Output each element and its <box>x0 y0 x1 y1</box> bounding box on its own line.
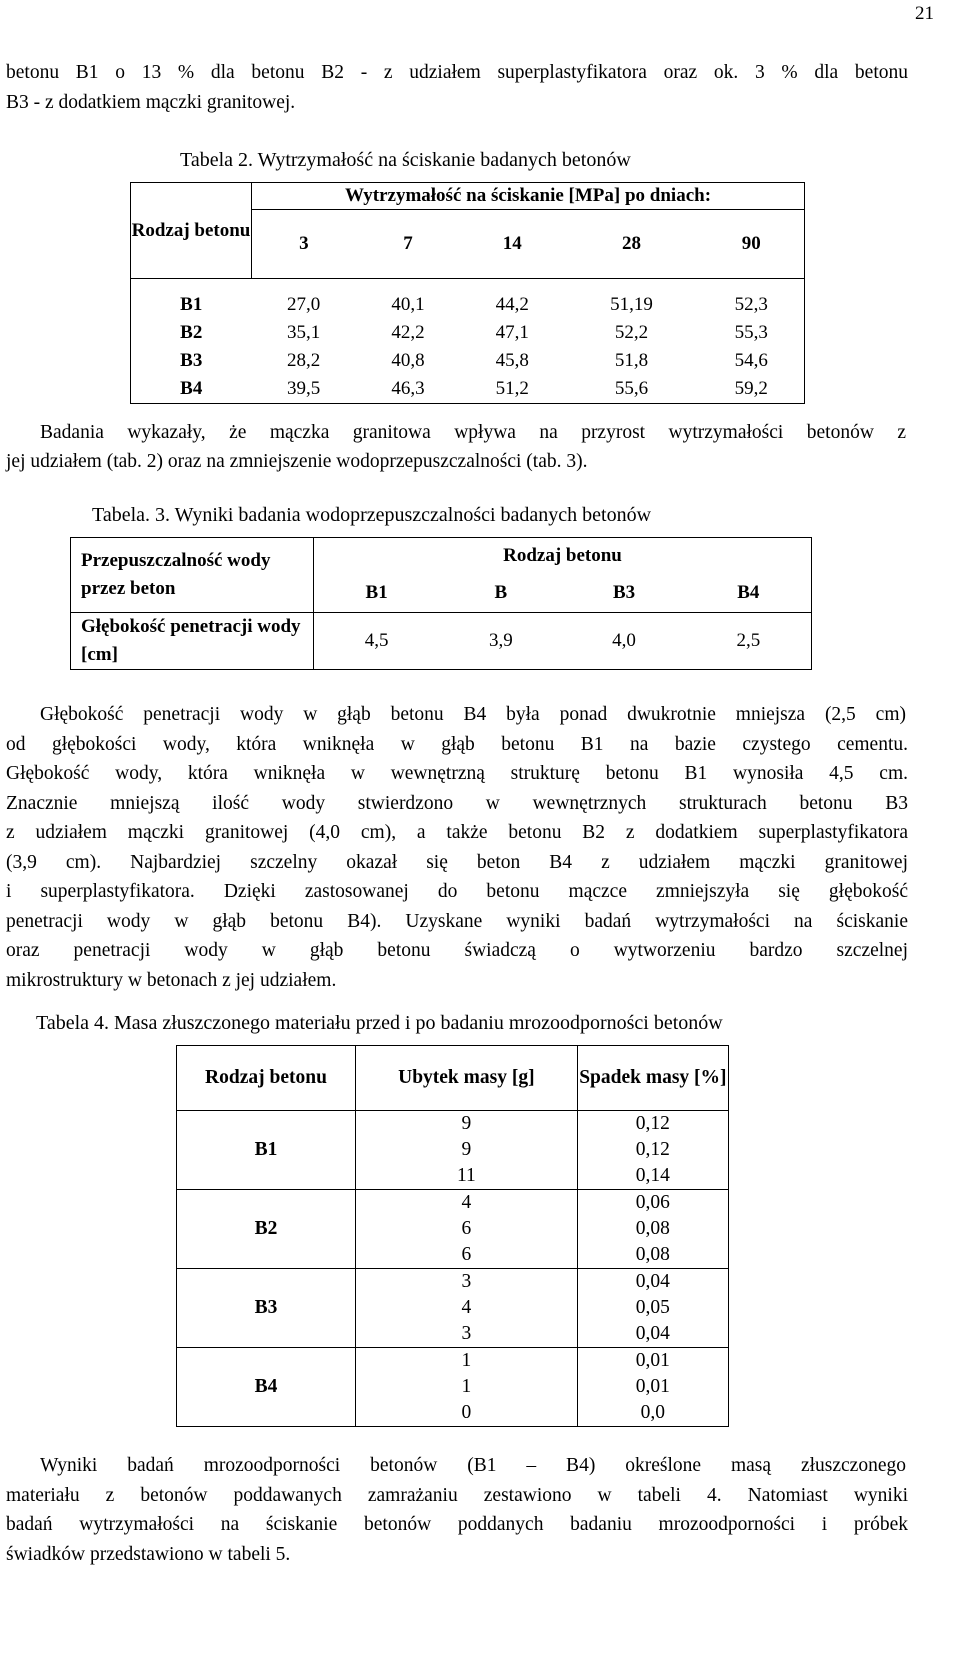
table-cell <box>577 1348 728 1427</box>
table-cell <box>356 1269 578 1348</box>
table-cell: 4,5 <box>314 613 440 670</box>
row-type: B3 <box>177 1269 356 1348</box>
paragraph-line: mikrostruktury w betonach z jej udziałem. <box>6 969 337 991</box>
table3-type-header: B4 <box>686 575 812 613</box>
table-cell: 27,0 <box>287 293 321 315</box>
table4-header: Spadek masy [%] <box>577 1046 728 1111</box>
table2-caption: Tabela 2. Wytrzymałość na ściskanie badanych betonów <box>180 149 631 171</box>
table-row <box>131 319 805 347</box>
loss-g-value: 9 <box>461 1113 472 1134</box>
table-cell <box>577 1269 728 1348</box>
paragraph-line: B3 - z dodatkiem mączki granitowej. <box>6 91 296 113</box>
table4-caption: Tabela 4. Masa złuszczonego materiału przed i po badaniu mrozoodporności betonów <box>36 1012 723 1034</box>
loss-pct-value: 0,06 <box>635 1192 670 1213</box>
table3-caption: Tabela. 3. Wyniki badania wodoprzepuszczalności badanych betonów <box>92 504 652 526</box>
table-row <box>131 375 805 404</box>
table3 <box>70 537 812 670</box>
table-row <box>177 1190 729 1269</box>
loss-g-value: 4 <box>461 1297 472 1318</box>
table4-header: Rodzaj betonu <box>177 1046 356 1111</box>
table-cell: 3,9 <box>439 613 562 670</box>
loss-pct-value: 0,05 <box>635 1297 670 1318</box>
table3-type-header: B1 <box>314 575 440 613</box>
loss-g-value: 3 <box>461 1271 472 1292</box>
table2-day-header: 90 <box>699 210 805 279</box>
paragraph-line: badań wytrzymałości na ściskanie betonów poddanych badaniu mrozoodporności i próbek <box>6 1514 908 1535</box>
loss-pct-value: 0,0 <box>640 1402 666 1423</box>
table-row <box>177 1348 729 1427</box>
paragraph-line: betonu B1 o 13 % dla betonu B2 - z udziałem superplastyfikatora oraz ok. 3 % dla betonu <box>6 62 908 83</box>
paragraph-line: jej udziałem (tab. 2) oraz na zmniejszenie wodoprzepuszczalności (tab. 3). <box>6 451 588 472</box>
loss-pct-value: 0,01 <box>635 1376 670 1397</box>
table-row <box>131 279 805 320</box>
row-type: B3 <box>131 347 252 375</box>
loss-g-value: 0 <box>461 1402 472 1423</box>
table2-day-header: 14 <box>460 210 564 279</box>
table-cell: 55,3 <box>699 319 805 347</box>
table3-corner-label: Przepuszczalność wody przez beton <box>71 538 314 613</box>
table-cell: 45,8 <box>495 349 529 371</box>
table-row <box>71 613 812 670</box>
table-cell: 47,1 <box>495 321 529 343</box>
row-type: B2 <box>177 1190 356 1269</box>
loss-pct-value: 0,14 <box>635 1165 670 1186</box>
table4-header: Ubytek masy [g] <box>356 1046 578 1111</box>
paragraph-line: penetracji wody w głąb betonu B4). Uzyskane wyniki badań wytrzymałości na ściskanie <box>6 910 908 932</box>
paragraph-line: Badania wykazały, że mączka granitowa wpływa na przyrost wytrzymałości betonów z <box>40 422 906 443</box>
table-cell: 35,1 <box>287 321 321 343</box>
row-type: B4 <box>177 1348 356 1427</box>
table2-day-header: 28 <box>564 210 698 279</box>
loss-pct-value: 0,01 <box>635 1350 670 1371</box>
paragraph-3-first <box>40 700 906 730</box>
paragraph-line: oraz penetracji wody w głąb betonu świadczą o wytworzeniu bardzo szczelnej <box>6 940 908 961</box>
table2 <box>130 182 805 404</box>
table-cell: 39,5 <box>252 375 356 404</box>
table-cell: 44,2 <box>495 293 529 315</box>
table-cell: 4,0 <box>562 613 685 670</box>
paragraph-line: Głębokość wody, która wniknęła w wewnętrzną strukturę betonu B1 wynosiła 4,5 cm. <box>6 763 908 784</box>
paragraph-line: z udziałem mączki granitowej (4,0 cm), a także betonu B2 z dodatkiem superplastyfikatora <box>6 822 908 843</box>
table-cell <box>356 1348 578 1427</box>
paragraph-4 <box>6 1481 908 1570</box>
loss-pct-value: 0,04 <box>635 1323 670 1344</box>
loss-pct-value: 0,12 <box>635 1113 670 1134</box>
table-row <box>131 347 805 375</box>
table-cell: 55,6 <box>564 375 698 404</box>
loss-pct-value: 0,08 <box>635 1244 670 1265</box>
loss-g-value: 4 <box>461 1192 472 1213</box>
table-cell: 51,19 <box>610 293 653 315</box>
paragraph-line: Znacznie mniejszą ilość wody stwierdzono w wewnętrznych strukturach betonu B3 <box>6 792 908 814</box>
table3-type-header: B <box>439 575 562 613</box>
table2-type-header: Rodzaj betonu <box>131 183 252 279</box>
table2-group-header: Wytrzymałość na ściskanie [MPa] po dniach: <box>252 183 805 210</box>
table-cell: 28,2 <box>287 349 321 371</box>
paragraph-2 <box>40 418 906 448</box>
paragraph-line: i superplastyfikatora. Dzięki zastosowanej do betonu mączce zmniejszyła się głębokość <box>6 881 908 902</box>
paragraph-line: materiału z betonów poddawanych zamrażaniu zestawiono w tabeli 4. Natomiast wyniki <box>6 1484 908 1506</box>
table-cell: 52,2 <box>614 321 649 343</box>
paragraph-3 <box>6 730 908 996</box>
table2-day-header: 3 <box>252 210 356 279</box>
row-type: B1 <box>131 279 252 320</box>
table-cell: 51,2 <box>460 375 564 404</box>
table-cell: 59,2 <box>699 375 805 404</box>
loss-g-value: 1 <box>461 1350 472 1371</box>
table-row <box>177 1111 729 1190</box>
loss-pct-value: 0,08 <box>635 1218 670 1239</box>
paragraph-line: świadków przedstawiono w tabeli 5. <box>6 1543 291 1565</box>
table-cell <box>356 1190 578 1269</box>
paragraph-line: (3,9 cm). Najbardziej szczelny okazał się beton B4 z udziałem mączki granitowej <box>6 851 908 873</box>
table-cell: 46,3 <box>356 375 460 404</box>
table-cell: 40,8 <box>391 349 425 371</box>
table-cell: 51,8 <box>614 349 649 371</box>
loss-g-value: 3 <box>461 1323 472 1344</box>
paragraph-4-first <box>40 1451 906 1481</box>
table-cell: 42,2 <box>391 321 425 343</box>
row-type: B1 <box>177 1111 356 1190</box>
table3-row-label: Głębokość penetracji wody [cm] <box>71 613 314 670</box>
loss-pct-value: 0,12 <box>635 1139 670 1160</box>
table-cell: 52,3 <box>699 279 805 320</box>
paragraph-line: od głębokości wody, która wniknęła w głąb betonu B1 na bazie czystego cementu. <box>6 733 908 755</box>
loss-g-value: 6 <box>461 1218 472 1239</box>
table-cell: 2,5 <box>686 613 812 670</box>
loss-g-value: 1 <box>461 1376 472 1397</box>
loss-pct-value: 0,04 <box>635 1271 670 1292</box>
table-cell: 54,6 <box>699 347 805 375</box>
table3-type-header: B3 <box>562 575 685 613</box>
paragraph-line: Wyniki badań mrozoodporności betonów (B1 – B4) określone masą złuszczonego <box>40 1455 906 1476</box>
row-type: B2 <box>131 319 252 347</box>
page-number: 21 <box>915 3 934 24</box>
intro-paragraph <box>6 58 908 117</box>
loss-g-value: 9 <box>461 1139 472 1160</box>
table3-group-header: Rodzaj betonu <box>314 538 812 576</box>
table-row <box>177 1269 729 1348</box>
row-type: B4 <box>131 375 252 404</box>
loss-g-value: 11 <box>456 1165 476 1186</box>
table4 <box>176 1045 729 1427</box>
table-cell <box>577 1190 728 1269</box>
table-cell: 40,1 <box>391 293 425 315</box>
loss-g-value: 6 <box>461 1244 472 1265</box>
table-cell <box>577 1111 728 1190</box>
paragraph-line: Głębokość penetracji wody w głąb betonu B4 była ponad dwukrotnie mniejsza (2,5 cm) <box>40 704 906 725</box>
paragraph-2-continued <box>6 447 908 477</box>
table2-day-header: 7 <box>356 210 460 279</box>
table-cell <box>356 1111 578 1190</box>
